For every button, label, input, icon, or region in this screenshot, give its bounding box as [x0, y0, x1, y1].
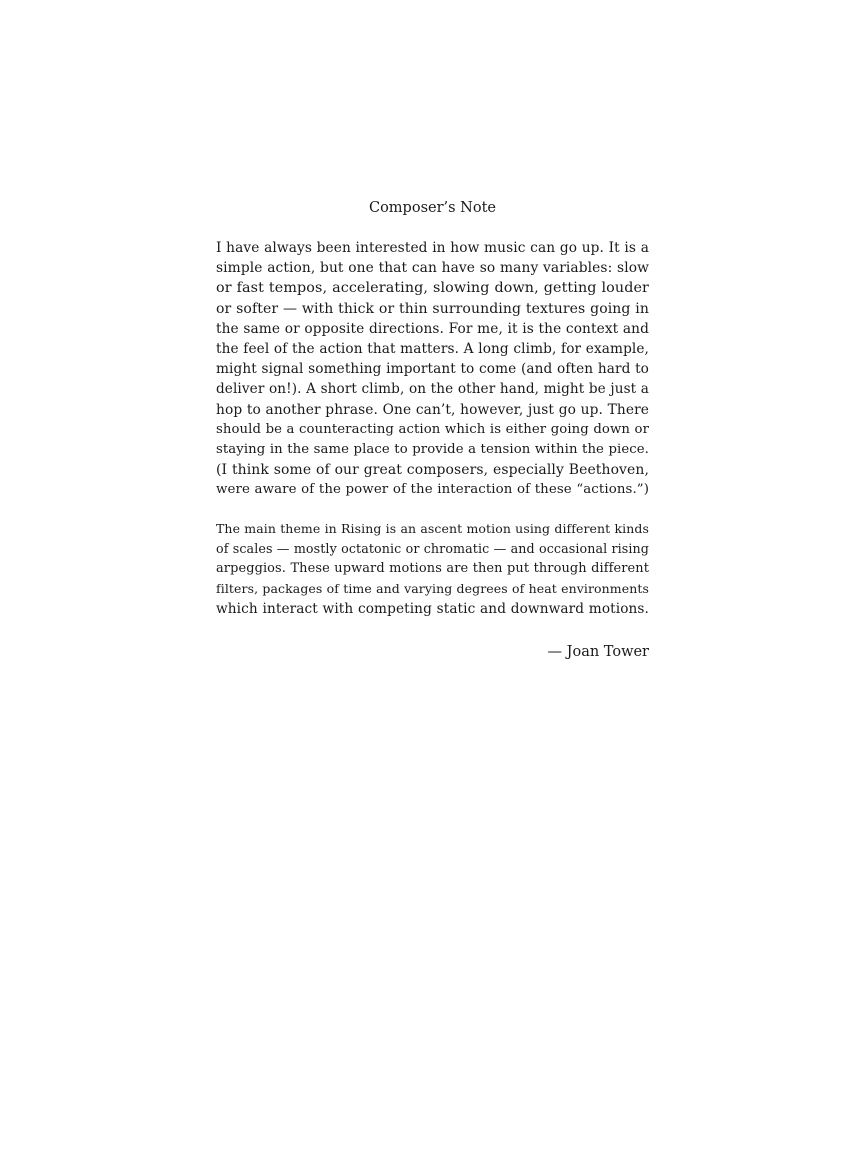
text-line: filters, packages of time and varying degrees of heat environments: [216, 581, 649, 597]
text-line: were aware of the power of the interaction of these “actions.”): [216, 482, 649, 498]
page-title: Composer’s Note: [368, 200, 497, 216]
text-line: I have always been interested in how music can go up. It is a: [216, 240, 649, 256]
text-line: (I think some of our great composers, especially Beethoven,: [216, 462, 649, 479]
text-line: or fast tempos, accelerating, slowing down, getting louder: [216, 280, 649, 297]
paragraph-2: [216, 519, 649, 620]
text-line: the feel of the action that matters. A long climb, for example,: [216, 341, 649, 358]
text-line: the same or opposite directions. For me, it is the context and: [216, 320, 649, 337]
signature: — Joan Tower: [547, 643, 649, 660]
text-line: arpeggios. These upward motions are then put through different: [216, 561, 649, 577]
text-line: staying in the same place to provide a tension within the piece.: [216, 442, 649, 458]
text-line: or softer — with thick or thin surrounding textures going in: [216, 300, 649, 317]
text-line: deliver on!). A short climb, on the other hand, might be just a: [216, 381, 649, 398]
paragraph-1: [216, 238, 649, 501]
text-line: simple action, but one that can have so many variables: slow: [216, 260, 649, 277]
text-line: which interact with competing static and downward motions.: [216, 601, 649, 618]
composers-note-page: [216, 196, 649, 662]
paragraph-spacer: [216, 501, 649, 519]
text-line: might signal something important to come (and often hard to: [216, 361, 649, 378]
text-line: hop to another phrase. One can’t, however, just go up. There: [216, 401, 649, 418]
text-line: should be a counteracting action which is either going down or: [216, 421, 649, 437]
text-line: of scales — mostly octatonic or chromatic — and occasional rising: [216, 540, 649, 556]
text-line: The main theme in Rising is an ascent motion using different kinds: [216, 520, 649, 536]
